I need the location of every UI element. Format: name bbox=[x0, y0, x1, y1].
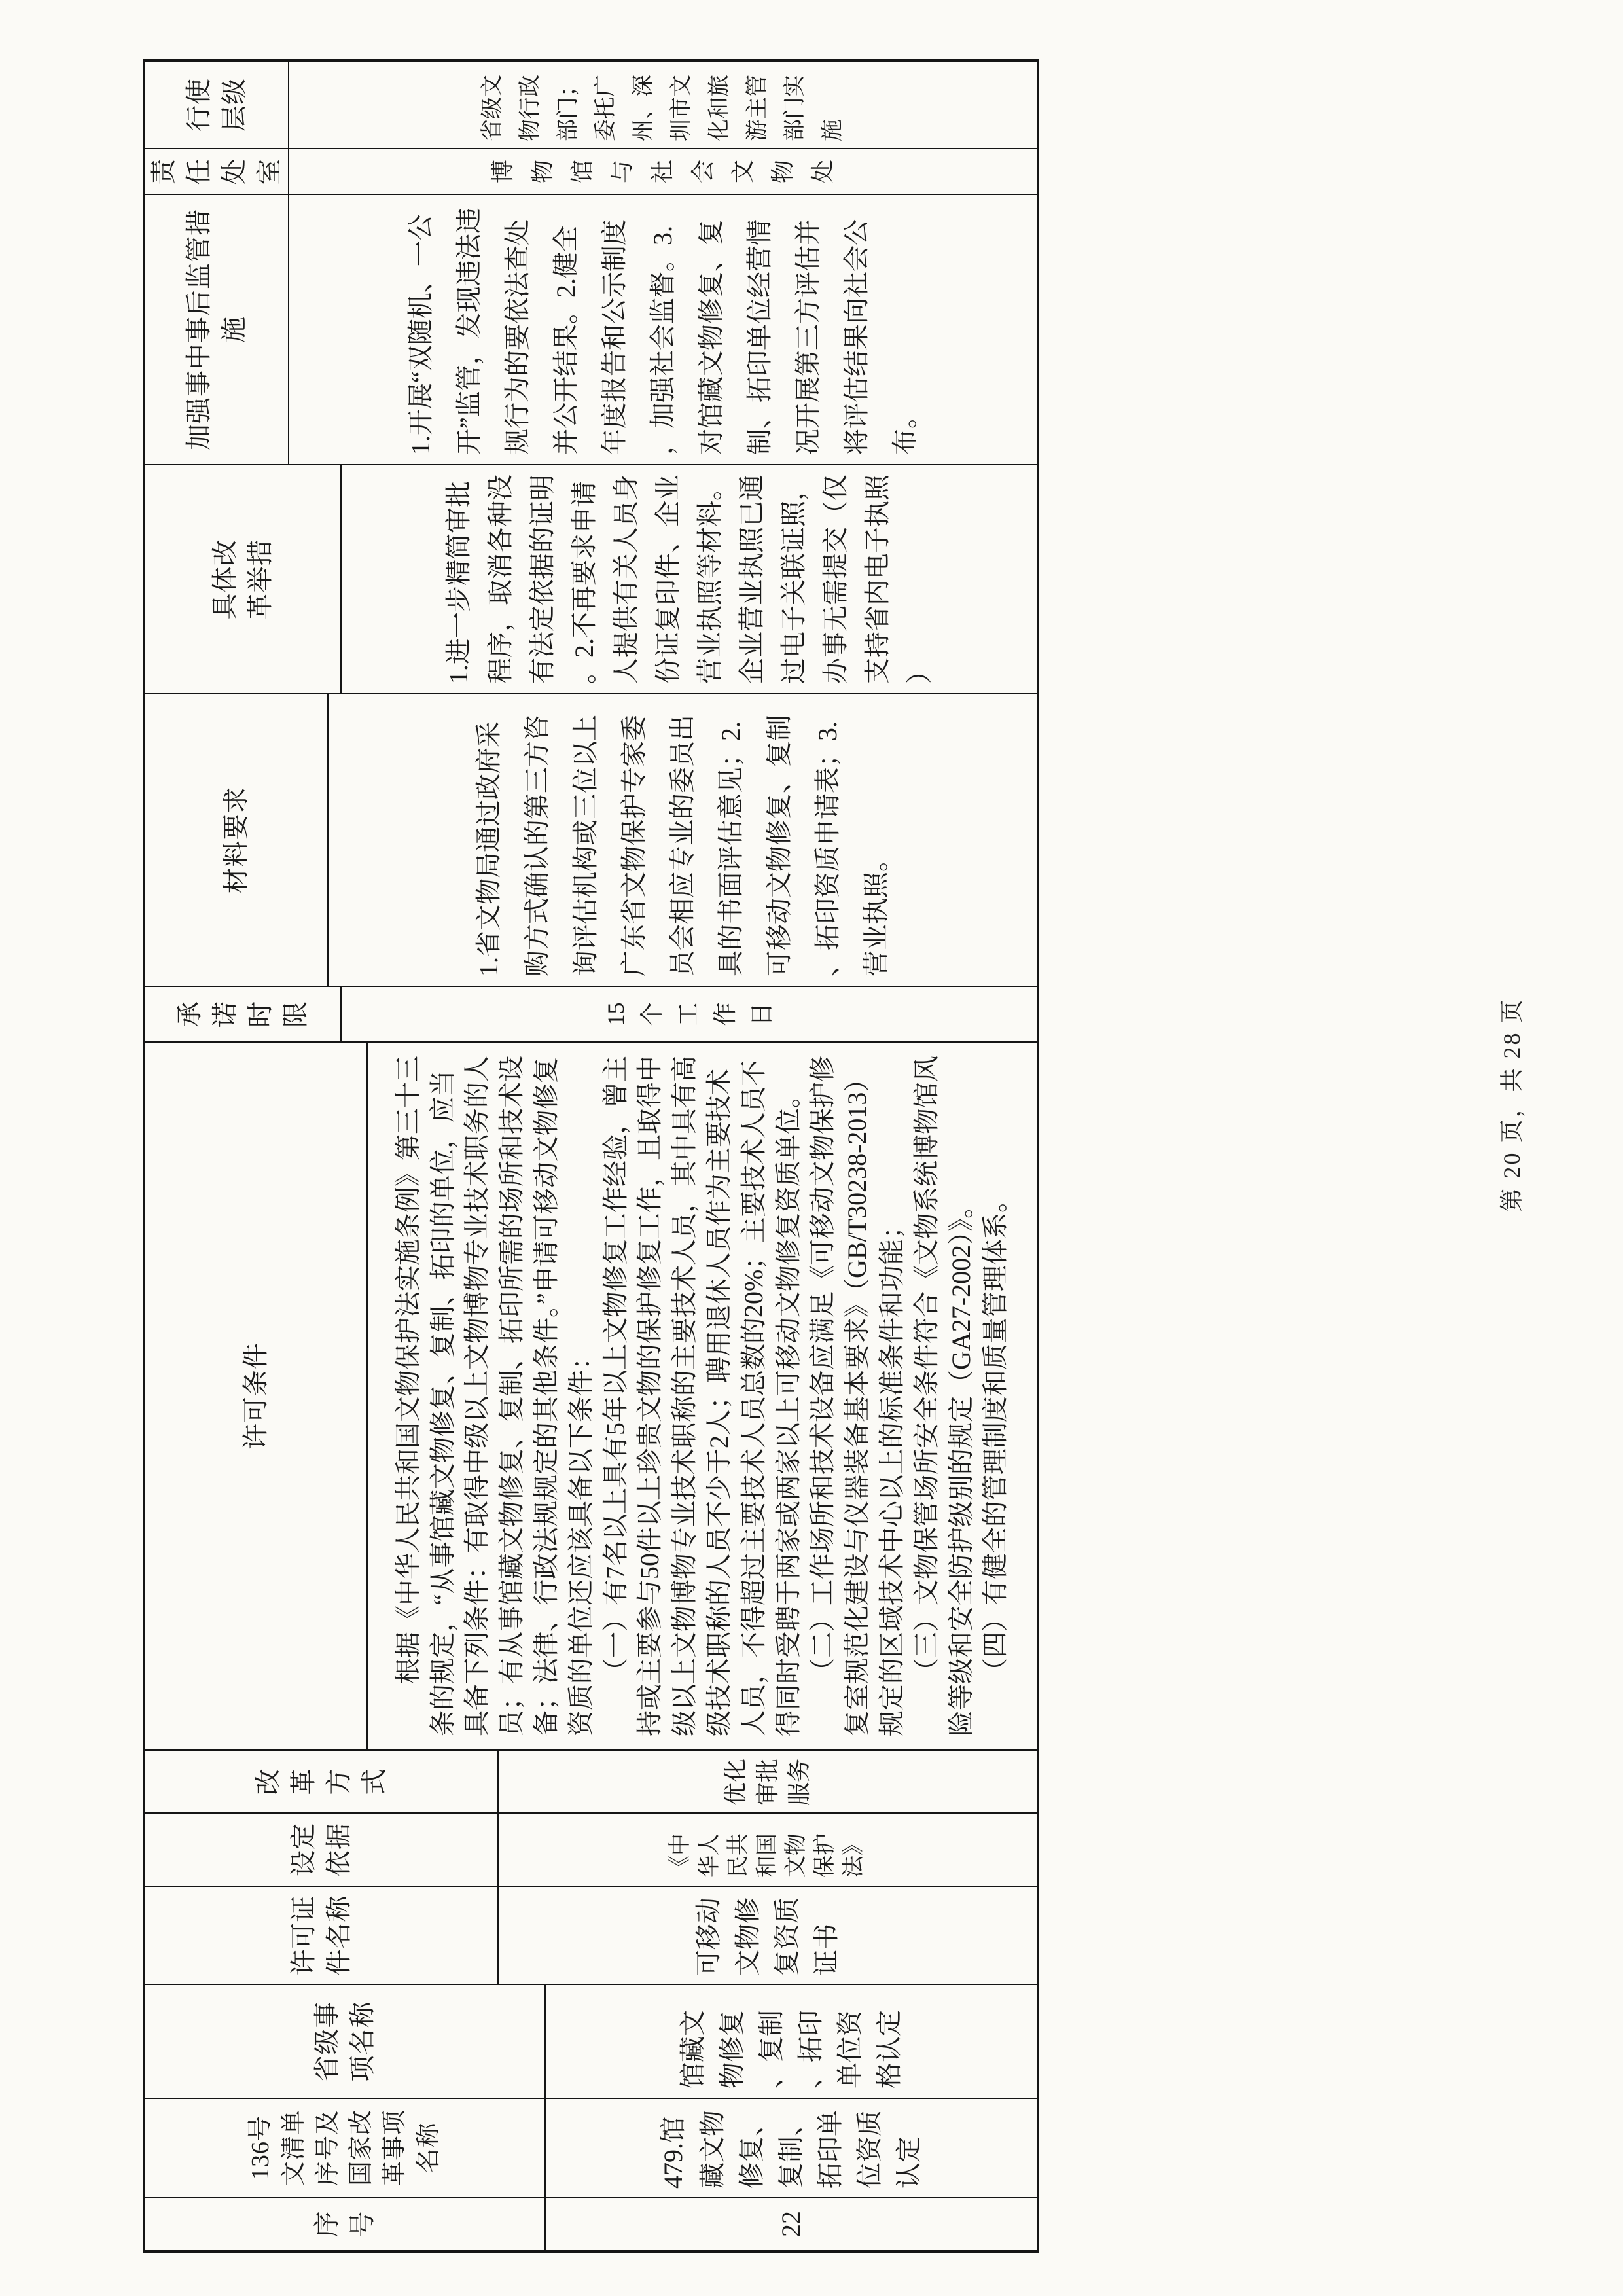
content-text-exercise-level: 省级文物行政部门；委托广州、深圳市文化和旅游主管部门实施 bbox=[480, 75, 846, 141]
content-text-provincial-item-name: 馆藏文物修复、复制、拓印单位资格认定 bbox=[678, 2010, 904, 2089]
content-cell-license-conditions bbox=[368, 1043, 1037, 1749]
header-label-reform-measures: 具体改革举措 bbox=[210, 539, 275, 620]
column-seq-no bbox=[145, 2197, 1037, 2250]
content-cell-provincial-item-name bbox=[546, 1985, 1037, 2098]
header-cell-responsible-office bbox=[145, 149, 289, 194]
header-cell-seq-no bbox=[145, 2198, 546, 2250]
header-label-responsible-office: 责任处室 bbox=[149, 158, 284, 185]
header-label-setting-basis: 设定依据 bbox=[289, 1823, 353, 1876]
header-label-reform-method: 改革方式 bbox=[253, 1768, 389, 1795]
header-cell-license-certificate-name bbox=[145, 1887, 499, 1984]
column-provincial-item-name bbox=[145, 1984, 1037, 2098]
content-cell-material-requirements bbox=[329, 694, 1037, 986]
content-text-material-requirements: 1.省文物局通过政府采购方式确认的第三方咨询评估机构或三位以上广东省文物保护专家委员会相应专业的委员出具的书面评估意见；2.可移动文物修复、复制、拓印资质申请表；3.营业执照。 bbox=[474, 715, 891, 977]
content-text-license-certificate-name: 可移动文物修复资质证书 bbox=[694, 1897, 841, 1976]
column-setting-basis bbox=[145, 1812, 1037, 1886]
header-label-material-requirements: 材料要求 bbox=[221, 786, 251, 894]
header-cell-exercise-level bbox=[145, 62, 289, 148]
column-responsible-office bbox=[145, 148, 1037, 194]
content-cell-responsible-office bbox=[289, 149, 1037, 194]
header-label-license-conditions: 许可条件 bbox=[241, 1342, 270, 1450]
content-text-seq-no: 22 bbox=[776, 2211, 806, 2237]
content-text-supervision-measures: 1.开展“双随机、一公开”监管，发现违法违规行为的要依法查处并公开结果。2.健全年度报告和公示制度，加强社会监督。3.对馆藏文物修复、复制、拓印单位经营情况开展第三方评估并将评估结果向社会公布。 bbox=[406, 207, 919, 455]
content-text-promised-time-limit: 15个工作日 bbox=[602, 1002, 775, 1026]
header-label-national-reform-item: 136号文清单序号及国家改革事项名称 bbox=[247, 2109, 442, 2187]
column-reform-measures bbox=[145, 464, 1037, 693]
content-cell-promised-time-limit bbox=[342, 987, 1037, 1041]
header-label-exercise-level: 行使层级 bbox=[184, 78, 249, 132]
content-paragraph-license-conditions-4: （三）文物保管场所安全条件符合《文物系统博物馆风险等级和安全防护级别的规定（GA27-2002）》。 bbox=[911, 1056, 976, 1736]
content-text-setting-basis: 《中华人民共和国文物保护法》 bbox=[668, 1833, 866, 1878]
header-cell-provincial-item-name bbox=[145, 1985, 546, 2098]
content-cell-license-certificate-name bbox=[499, 1887, 1037, 1984]
column-reform-method bbox=[145, 1749, 1037, 1812]
licensing-table bbox=[143, 59, 1039, 2253]
column-supervision-measures bbox=[145, 194, 1037, 464]
content-text-reform-method: 优化审批服务 bbox=[722, 1758, 813, 1806]
header-label-seq-no: 序号 bbox=[312, 2210, 377, 2238]
header-label-promised-time-limit: 承诺时限 bbox=[175, 1001, 310, 1028]
column-national-reform-item bbox=[145, 2098, 1037, 2197]
content-cell-supervision-measures bbox=[289, 195, 1037, 464]
column-promised-time-limit bbox=[145, 986, 1037, 1041]
header-cell-reform-measures bbox=[145, 465, 342, 693]
column-material-requirements bbox=[145, 693, 1037, 986]
header-cell-promised-time-limit bbox=[145, 987, 342, 1041]
column-license-conditions bbox=[145, 1041, 1037, 1749]
content-text-national-reform-item: 479.馆藏文物修复、复制、拓印单位资质认定 bbox=[658, 2110, 923, 2189]
content-text-reform-measures: 1.进一步精简审批程序，取消各种没有法定依据的证明。2.不再要求申请人提供有关人员身份证复印件、企业营业执照等材料。企业营业执照已通过电子关联证照，办事无需提交（仅支持省内电子执照） bbox=[444, 475, 934, 684]
header-label-supervision-measures: 加强事中事后监管措施 bbox=[184, 209, 249, 450]
content-paragraph-license-conditions-1: 根据《中华人民共和国文物保护法实施条例》第三十三条的规定，“从事馆藏文物修复、复制、拓印的单位，应当具备下列条件：有取得中级以上文物博物专业技术职务的人员；有从事馆藏文物修复、复制、拓印所需的场所和技术设备；法律、行政法规规定的其他条件。”申请可移动文物修复资质的单位还应该具备以下条件： bbox=[393, 1056, 596, 1736]
content-paragraph-license-conditions-2: （一）有7名以上具有5年以上文物修复工作经验，曾主持或主要参与50件以上珍贵文物的保护修复工作，且取得中级以上文物博物专业技术职称的主要技术人员，其中具有高级技术职称的人员不少于2人；聘用退休人员作为主要技术人员，不得超过主要技术人员总数的20%；主要技术人员不得同时受聘于两家或两家以上可移动文物修复资质单位。 bbox=[600, 1056, 803, 1736]
column-license-certificate-name bbox=[145, 1886, 1037, 1984]
column-exercise-level bbox=[145, 62, 1037, 148]
header-cell-reform-method bbox=[145, 1751, 499, 1812]
content-paragraph-license-conditions-3: （二）工作场所和技术设备应满足《可移动文物保护修复室规范化建设与仪器装备基本要求》（GB/T30238-2013）规定的区域技术中心以上的标准条件和功能； bbox=[808, 1056, 906, 1736]
content-text-responsible-office: 博物馆与社会文物处 bbox=[489, 160, 836, 184]
content-text-license-conditions bbox=[391, 1043, 1013, 1749]
header-cell-national-reform-item bbox=[145, 2099, 546, 2197]
content-cell-seq-no bbox=[546, 2198, 1037, 2250]
content-cell-national-reform-item bbox=[546, 2099, 1037, 2197]
header-label-provincial-item-name: 省级事项名称 bbox=[312, 2001, 377, 2082]
page-footer: 第 20 页，共 28 页 bbox=[1499, 997, 1525, 1212]
content-cell-setting-basis bbox=[499, 1814, 1037, 1886]
header-label-license-certificate-name: 许可证件名称 bbox=[289, 1895, 353, 1976]
content-cell-exercise-level bbox=[289, 62, 1037, 148]
content-cell-reform-measures bbox=[342, 465, 1037, 693]
header-cell-material-requirements bbox=[145, 694, 329, 986]
header-cell-license-conditions bbox=[145, 1043, 368, 1749]
header-cell-setting-basis bbox=[145, 1814, 499, 1886]
content-cell-reform-method bbox=[499, 1751, 1037, 1812]
content-paragraph-license-conditions-5: （四）有健全的管理制度和质量管理体系。 bbox=[980, 1187, 1010, 1684]
header-cell-supervision-measures bbox=[145, 195, 289, 464]
